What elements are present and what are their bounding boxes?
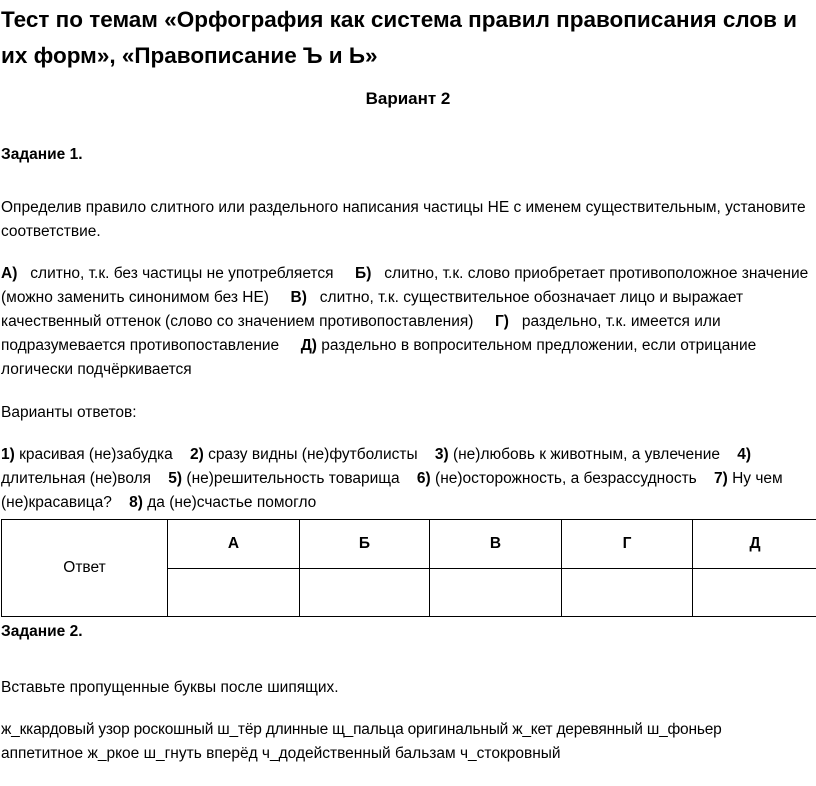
task1-rules	[1, 262, 813, 382]
variant-heading: Вариант 2	[365, 89, 451, 108]
option-text: красивая (не)забудка	[19, 446, 173, 463]
document-title: Тест по темам «Орфография как система правил правописания слов и их форм», «Правописание Ъ и Ь»	[1, 7, 797, 68]
column-header-a: А	[168, 520, 300, 569]
rule-text: слитно, т.к. без частицы не употребляется	[30, 265, 334, 282]
task2-words-line1: ж_ккардовый узор роскошный ш_тёр длинные щ_пальца оригинальный ж_кет деревянный ш_фоньер	[1, 721, 722, 738]
rule-text: раздельно в вопросительном предложении, если отрицание логически подчёркивается	[1, 337, 757, 378]
rule-text: слитно, т.к. существительное обозначает лицо и выражает качественный оттенок (слово со значением противопоставления)	[1, 289, 744, 330]
option-text: длительная (не)воля	[1, 470, 152, 487]
option-number: 7)	[713, 470, 728, 487]
rule-text: раздельно, т.к. имеется или подразумевается противопоставление	[1, 313, 721, 354]
column-header-v: В	[430, 520, 562, 569]
option-text: (не)осторожность, а безрассудность	[435, 470, 697, 487]
column-header-g: Г	[562, 520, 693, 569]
option-number: 5)	[168, 470, 183, 487]
option-text: (не)любовь к животным, а увлечение	[452, 446, 720, 463]
answer-options	[1, 443, 813, 515]
option-text: Ну чем (не)красавица?	[1, 470, 783, 511]
option-number: 4)	[737, 446, 752, 463]
task1-instruction: Определив правило слитного или раздельного написания частицы НЕ с именем существительным, установите соответствие.	[1, 199, 806, 240]
options-heading: Варианты ответов:	[1, 404, 137, 421]
rule-letter: Б)	[355, 265, 372, 282]
answer-cell-v[interactable]	[430, 569, 562, 617]
rule-text: слитно, т.к. слово приобретает противоположное значение (можно заменить синонимом без НЕ)	[1, 265, 809, 306]
column-header-d: Д	[693, 520, 816, 569]
task2-words-line2: аппетитное ж_ркое ш_гнуть вперёд ч_додейственный бальзам ч_стокровный	[1, 745, 561, 762]
rule-letter: В)	[290, 289, 307, 306]
task1-heading: Задание 1.	[1, 146, 83, 163]
column-header-b: Б	[300, 520, 430, 569]
option-text: сразу видны (не)футболисты	[208, 446, 418, 463]
answer-table	[1, 519, 816, 617]
option-number: 1)	[1, 446, 15, 463]
task2-heading: Задание 2.	[1, 623, 83, 640]
option-text: (не)решительность товарища	[186, 470, 400, 487]
rule-letter: Г)	[494, 313, 509, 330]
answer-cell-g[interactable]	[562, 569, 693, 617]
task2-instruction: Вставьте пропущенные буквы после шипящих.	[1, 679, 339, 696]
option-number: 6)	[416, 470, 431, 487]
option-number: 3)	[434, 446, 449, 463]
answer-cell-b[interactable]	[300, 569, 430, 617]
option-number: 2)	[189, 446, 204, 463]
answer-row-label: Ответ	[2, 520, 168, 617]
answer-cell-a[interactable]	[168, 569, 300, 617]
rule-letter: А)	[1, 265, 18, 282]
answer-cell-d[interactable]	[693, 569, 816, 617]
option-number: 8)	[129, 494, 143, 511]
option-text: да (не)счастье помогло	[147, 494, 317, 511]
rule-letter: Д)	[300, 337, 317, 354]
